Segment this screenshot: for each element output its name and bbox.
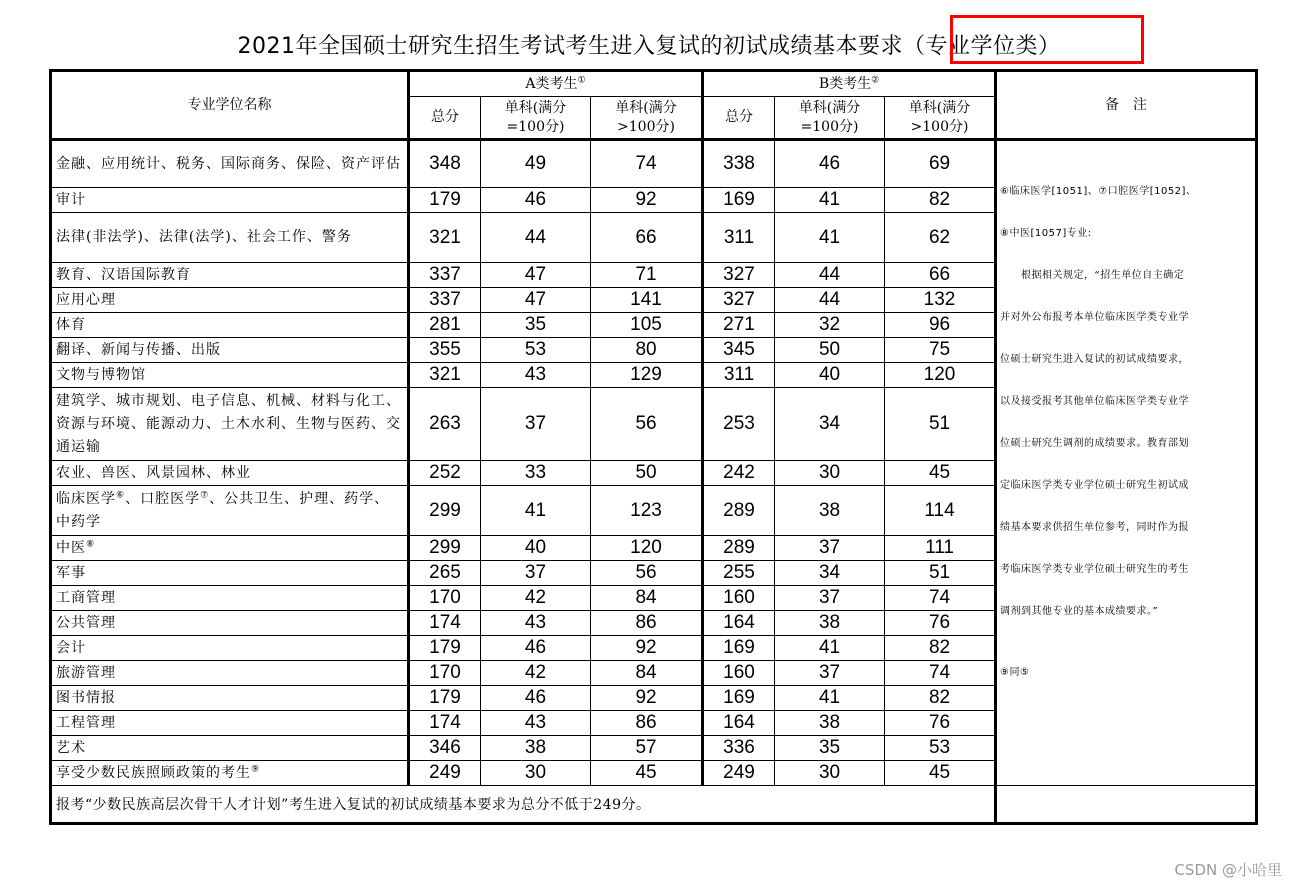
score-cell-a-total: 170 [409, 586, 481, 611]
note-line: 位硕士研究生调剂的成绩要求。教育部划 [1000, 438, 1190, 449]
score-cell-b-sgt: 76 [885, 611, 996, 636]
score-cell-a-s100: 46 [481, 636, 591, 661]
score-cell-a-s100: 49 [481, 140, 591, 188]
highlight-box [950, 15, 1144, 64]
score-cell-a-sgt: 141 [591, 288, 703, 313]
score-cell-a-sgt: 57 [591, 736, 703, 761]
score-cell-b-total: 169 [703, 188, 775, 213]
score-cell-a-total: 299 [409, 486, 481, 536]
score-cell-b-total: 327 [703, 263, 775, 288]
score-cell-a-sgt: 56 [591, 388, 703, 461]
score-cell-b-sgt: 53 [885, 736, 996, 761]
degree-name-cell: 建筑学、城市规划、电子信息、机械、材料与化工、资源与环境、能源动力、土木水利、生物与医药、交通运输 [51, 388, 409, 461]
degree-name-cell: 艺术 [51, 736, 409, 761]
score-cell-b-total: 345 [703, 338, 775, 363]
note-line: 调剂到其他专业的基本成绩要求。” [1000, 606, 1159, 617]
score-cell-a-total: 174 [409, 711, 481, 736]
degree-name-cell: 中医⑧ [51, 536, 409, 561]
score-cell-a-s100: 46 [481, 686, 591, 711]
degree-name-cell: 金融、应用统计、税务、国际商务、保险、资产评估 [51, 140, 409, 188]
degree-name-cell: 临床医学⑥、口腔医学⑦、公共卫生、护理、药学、中药学 [51, 486, 409, 536]
degree-name-cell: 教育、汉语国际教育 [51, 263, 409, 288]
score-cell-b-sgt: 76 [885, 711, 996, 736]
score-cell-b-s100: 37 [775, 536, 885, 561]
score-cell-a-sgt: 92 [591, 188, 703, 213]
score-cell-a-total: 355 [409, 338, 481, 363]
score-cell-a-total: 174 [409, 611, 481, 636]
score-cell-a-total: 249 [409, 761, 481, 786]
score-cell-b-total: 311 [703, 363, 775, 388]
score-cell-b-total: 271 [703, 313, 775, 338]
score-cell-a-total: 179 [409, 636, 481, 661]
score-cell-b-s100: 40 [775, 363, 885, 388]
note-line: 绩基本要求供招生单位参考，同时作为报 [1000, 522, 1190, 533]
score-cell-a-s100: 42 [481, 586, 591, 611]
degree-name-cell: 翻译、新闻与传播、出版 [51, 338, 409, 363]
score-cell-a-s100: 42 [481, 661, 591, 686]
score-cell-b-total: 160 [703, 661, 775, 686]
score-cell-b-total: 169 [703, 636, 775, 661]
note-line: 考临床医学类专业学位硕士研究生的考生 [1000, 564, 1190, 575]
degree-name-cell: 农业、兽医、风景园林、林业 [51, 461, 409, 486]
header-notes: 备 注 [996, 71, 1257, 140]
score-cell-b-total: 327 [703, 288, 775, 313]
degree-name-cell: 文物与博物馆 [51, 363, 409, 388]
score-cell-a-sgt: 105 [591, 313, 703, 338]
score-cell-b-s100: 41 [775, 213, 885, 263]
score-cell-a-sgt: 129 [591, 363, 703, 388]
score-cell-b-sgt: 51 [885, 561, 996, 586]
score-cell-a-sgt: 120 [591, 536, 703, 561]
score-cell-b-total: 289 [703, 486, 775, 536]
degree-name-cell: 法律(非法学)、法律(法学)、社会工作、警务 [51, 213, 409, 263]
score-cell-a-s100: 37 [481, 388, 591, 461]
score-cell-b-total: 255 [703, 561, 775, 586]
degree-name-cell: 公共管理 [51, 611, 409, 636]
degree-name-cell: 工商管理 [51, 586, 409, 611]
score-cell-a-s100: 43 [481, 363, 591, 388]
score-cell-b-sgt: 75 [885, 338, 996, 363]
degree-name-cell: 军事 [51, 561, 409, 586]
score-cell-b-total: 164 [703, 611, 775, 636]
score-cell-a-sgt: 92 [591, 686, 703, 711]
score-cell-a-s100: 40 [481, 536, 591, 561]
score-cell-b-total: 338 [703, 140, 775, 188]
score-cell-a-s100: 41 [481, 486, 591, 536]
note-line: 根据相关规定，“招生单位自主确定 [1000, 270, 1185, 281]
header-b-total: 总分 [703, 97, 775, 140]
score-cell-a-s100: 47 [481, 288, 591, 313]
score-cell-a-sgt: 80 [591, 338, 703, 363]
score-cell-b-sgt: 82 [885, 686, 996, 711]
score-cell-a-s100: 44 [481, 213, 591, 263]
score-cell-a-s100: 43 [481, 711, 591, 736]
header-a-total: 总分 [409, 97, 481, 140]
score-cell-b-total: 289 [703, 536, 775, 561]
score-cell-a-sgt: 50 [591, 461, 703, 486]
degree-name-cell: 应用心理 [51, 288, 409, 313]
score-cell-a-s100: 47 [481, 263, 591, 288]
score-cell-b-s100: 38 [775, 611, 885, 636]
score-cell-a-sgt: 71 [591, 263, 703, 288]
degree-name-cell: 工程管理 [51, 711, 409, 736]
score-cell-b-total: 164 [703, 711, 775, 736]
header-b-single-gt100: 单科(满分>100分) [885, 97, 996, 140]
score-cell-b-s100: 34 [775, 561, 885, 586]
score-cell-a-s100: 33 [481, 461, 591, 486]
score-cell-b-s100: 32 [775, 313, 885, 338]
score-cell-a-s100: 43 [481, 611, 591, 636]
score-cell-a-total: 281 [409, 313, 481, 338]
degree-name-cell: 图书情报 [51, 686, 409, 711]
note-line: ⑧中医[1057]专业: [1000, 228, 1092, 239]
score-cell-a-s100: 35 [481, 313, 591, 338]
score-cell-b-total: 160 [703, 586, 775, 611]
score-cell-a-sgt: 45 [591, 761, 703, 786]
score-cell-b-s100: 30 [775, 761, 885, 786]
score-cell-b-s100: 37 [775, 586, 885, 611]
score-cell-b-sgt: 51 [885, 388, 996, 461]
score-cell-a-total: 337 [409, 288, 481, 313]
note-line: 定临床医学类专业学位硕士研究生初试成 [1000, 480, 1190, 491]
score-cell-b-total: 242 [703, 461, 775, 486]
score-cell-a-sgt: 84 [591, 661, 703, 686]
table-row [51, 140, 1257, 188]
degree-name-cell: 会计 [51, 636, 409, 661]
score-cell-b-sgt: 74 [885, 661, 996, 686]
score-cell-a-sgt: 56 [591, 561, 703, 586]
score-cell-a-sgt: 86 [591, 711, 703, 736]
score-cell-a-s100: 38 [481, 736, 591, 761]
degree-name-cell: 享受少数民族照顾政策的考生⑨ [51, 761, 409, 786]
score-cell-b-total: 253 [703, 388, 775, 461]
score-cell-b-sgt: 74 [885, 586, 996, 611]
watermark: CSDN @小哈里 [1174, 861, 1282, 879]
score-cell-a-total: 265 [409, 561, 481, 586]
score-cell-a-total: 252 [409, 461, 481, 486]
score-cell-a-total: 299 [409, 536, 481, 561]
score-cell-b-s100: 35 [775, 736, 885, 761]
score-table [49, 69, 1258, 825]
note-line: ⑨同⑤ [1000, 667, 1030, 678]
score-cell-b-sgt: 82 [885, 636, 996, 661]
score-cell-b-sgt: 66 [885, 263, 996, 288]
score-cell-b-s100: 44 [775, 288, 885, 313]
title-main: 2021年全国硕士研究生招生考试考生进入复试的初试成绩基本要求 [237, 34, 903, 59]
degree-name-cell: 体育 [51, 313, 409, 338]
score-cell-b-total: 169 [703, 686, 775, 711]
footer-note: 报考“少数民族高层次骨干人才计划”考生进入复试的初试成绩基本要求为总分不低于249分。 [51, 786, 996, 824]
score-cell-b-total: 336 [703, 736, 775, 761]
notes-cell [996, 140, 1257, 786]
score-cell-b-sgt: 45 [885, 761, 996, 786]
header-group-a: A类考生① [409, 71, 703, 97]
score-cell-a-total: 179 [409, 188, 481, 213]
score-cell-a-total: 337 [409, 263, 481, 288]
score-cell-b-total: 311 [703, 213, 775, 263]
score-cell-a-sgt: 123 [591, 486, 703, 536]
score-cell-a-s100: 37 [481, 561, 591, 586]
score-cell-a-sgt: 86 [591, 611, 703, 636]
title-suffix: （专业学位类） [902, 34, 1061, 59]
score-cell-b-sgt: 82 [885, 188, 996, 213]
score-cell-b-s100: 44 [775, 263, 885, 288]
score-cell-b-sgt: 45 [885, 461, 996, 486]
score-cell-b-total: 249 [703, 761, 775, 786]
score-cell-a-total: 321 [409, 363, 481, 388]
score-cell-b-sgt: 114 [885, 486, 996, 536]
header-a-single-gt100: 单科(满分>100分) [591, 97, 703, 140]
score-cell-a-total: 321 [409, 213, 481, 263]
score-cell-b-s100: 41 [775, 636, 885, 661]
score-cell-a-s100: 46 [481, 188, 591, 213]
score-cell-a-total: 348 [409, 140, 481, 188]
score-cell-a-s100: 30 [481, 761, 591, 786]
score-cell-b-sgt: 62 [885, 213, 996, 263]
score-cell-b-s100: 37 [775, 661, 885, 686]
score-cell-a-total: 179 [409, 686, 481, 711]
score-cell-b-sgt: 96 [885, 313, 996, 338]
score-cell-b-sgt: 132 [885, 288, 996, 313]
score-cell-a-sgt: 84 [591, 586, 703, 611]
score-cell-a-total: 263 [409, 388, 481, 461]
score-cell-a-sgt: 92 [591, 636, 703, 661]
score-cell-b-s100: 41 [775, 686, 885, 711]
note-line: ⑥临床医学[1051]、⑦口腔医学[1052]、 [1000, 186, 1197, 197]
score-cell-a-s100: 53 [481, 338, 591, 363]
score-cell-a-total: 346 [409, 736, 481, 761]
score-cell-b-s100: 30 [775, 461, 885, 486]
degree-name-cell: 审计 [51, 188, 409, 213]
score-cell-b-s100: 46 [775, 140, 885, 188]
score-cell-b-s100: 38 [775, 711, 885, 736]
score-cell-b-sgt: 111 [885, 536, 996, 561]
score-cell-b-sgt: 120 [885, 363, 996, 388]
score-cell-b-s100: 38 [775, 486, 885, 536]
note-line: 以及接受报考其他单位临床医学类专业学 [1000, 396, 1190, 407]
header-name: 专业学位名称 [51, 71, 409, 140]
score-cell-a-sgt: 66 [591, 213, 703, 263]
note-line: 位硕士研究生进入复试的初试成绩要求， [1000, 354, 1190, 365]
note-line: 并对外公布报考本单位临床医学类专业学 [1000, 312, 1190, 323]
score-cell-a-sgt: 74 [591, 140, 703, 188]
score-cell-b-s100: 50 [775, 338, 885, 363]
score-cell-b-s100: 34 [775, 388, 885, 461]
degree-name-cell: 旅游管理 [51, 661, 409, 686]
header-a-single-100: 单科(满分=100分) [481, 97, 591, 140]
header-b-single-100: 单科(满分=100分) [775, 97, 885, 140]
header-group-b: B类考生② [703, 71, 996, 97]
score-cell-b-sgt: 69 [885, 140, 996, 188]
score-cell-b-s100: 41 [775, 188, 885, 213]
score-cell-a-total: 170 [409, 661, 481, 686]
